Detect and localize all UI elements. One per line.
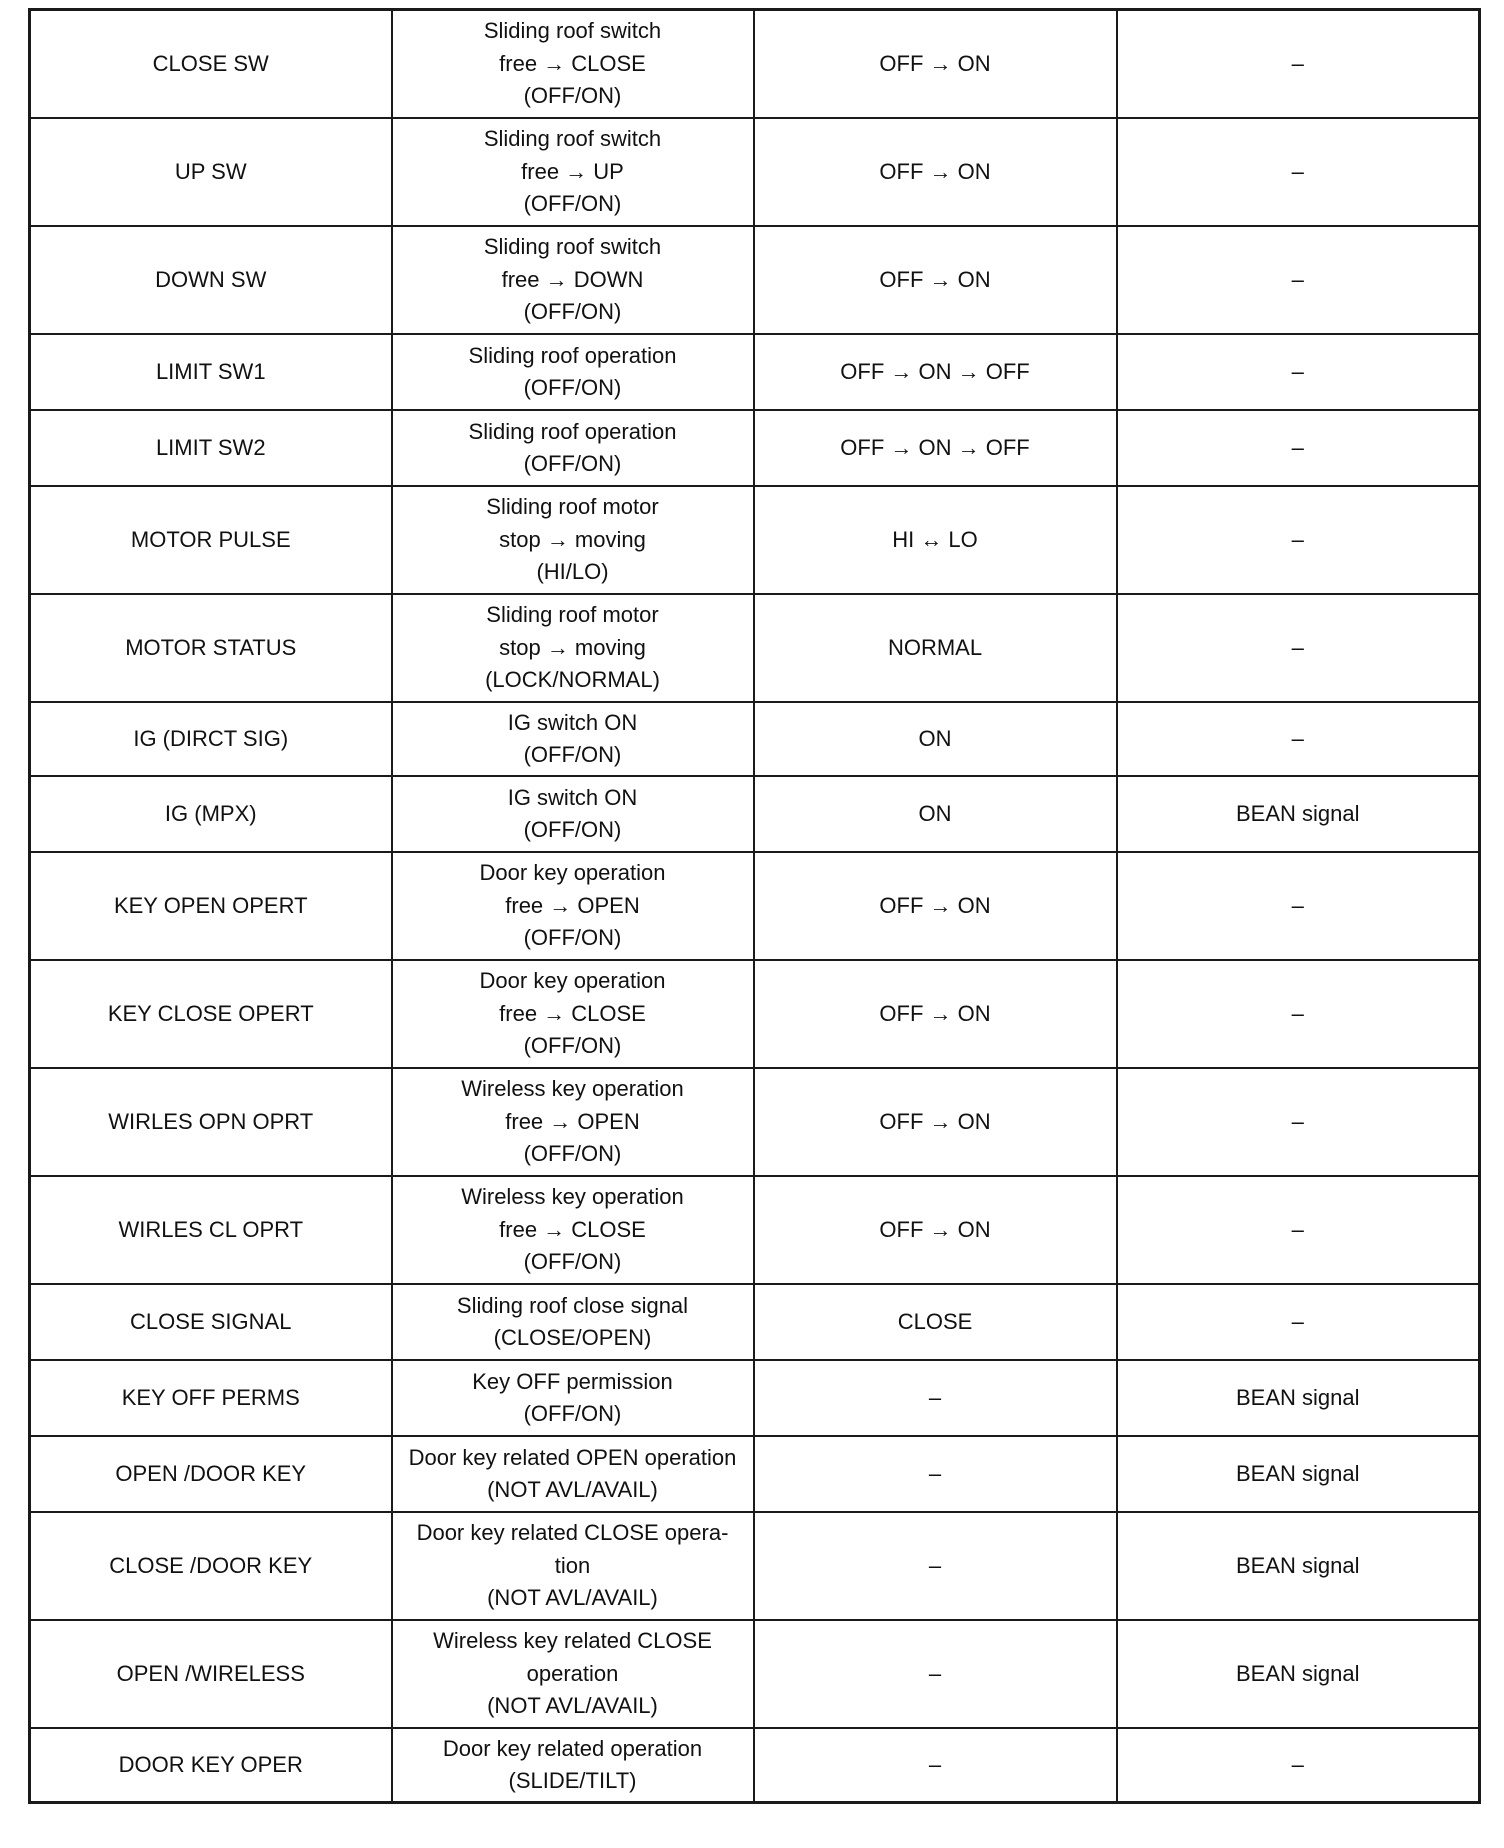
note-cell: –	[1117, 118, 1480, 226]
note-cell: –	[1117, 702, 1480, 776]
normal-condition-cell: OFF → ON	[754, 118, 1117, 226]
normal-condition-cell: OFF → ON	[754, 10, 1117, 119]
measurement-cell: Wireless key related CLOSE operation (NOT AVL/AVAIL)	[392, 1620, 754, 1728]
note-cell: –	[1117, 334, 1480, 410]
table-row	[30, 1360, 1480, 1436]
table-row	[30, 1620, 1480, 1728]
table-row	[30, 960, 1480, 1068]
table-row	[30, 594, 1480, 702]
normal-condition-cell: OFF → ON	[754, 1068, 1117, 1176]
normal-condition-cell: CLOSE	[754, 1284, 1117, 1360]
table-row	[30, 10, 1480, 119]
measurement-cell: Door key operation free → OPEN (OFF/ON)	[392, 852, 754, 960]
measurement-cell: Door key related CLOSE opera- tion (NOT AVL/AVAIL)	[392, 1512, 754, 1620]
measurement-cell: Sliding roof close signal (CLOSE/OPEN)	[392, 1284, 754, 1360]
normal-condition-cell: ON	[754, 776, 1117, 852]
item-cell: MOTOR STATUS	[30, 594, 392, 702]
normal-condition-cell: –	[754, 1436, 1117, 1512]
item-cell: CLOSE SW	[30, 10, 392, 119]
table-row	[30, 1284, 1480, 1360]
measurement-cell: IG switch ON (OFF/ON)	[392, 702, 754, 776]
data-list-table	[28, 8, 1481, 1804]
item-cell: LIMIT SW1	[30, 334, 392, 410]
item-cell: DOWN SW	[30, 226, 392, 334]
normal-condition-cell: –	[754, 1360, 1117, 1436]
table-row	[30, 226, 1480, 334]
measurement-cell: Sliding roof switch free → UP (OFF/ON)	[392, 118, 754, 226]
measurement-cell: IG switch ON (OFF/ON)	[392, 776, 754, 852]
note-cell: –	[1117, 226, 1480, 334]
normal-condition-cell: OFF → ON	[754, 226, 1117, 334]
measurement-cell: Sliding roof switch free → DOWN (OFF/ON)	[392, 226, 754, 334]
note-cell: –	[1117, 486, 1480, 594]
item-cell: IG (DIRCT SIG)	[30, 702, 392, 776]
normal-condition-cell: OFF → ON → OFF	[754, 410, 1117, 486]
measurement-cell: Wireless key operation free → CLOSE (OFF/ON)	[392, 1176, 754, 1284]
table-row	[30, 702, 1480, 776]
normal-condition-cell: HI ↔ LO	[754, 486, 1117, 594]
item-cell: IG (MPX)	[30, 776, 392, 852]
table-row	[30, 1512, 1480, 1620]
table-row	[30, 486, 1480, 594]
item-cell: MOTOR PULSE	[30, 486, 392, 594]
data-list-sheet	[28, 8, 1478, 1804]
note-cell: BEAN signal	[1117, 1360, 1480, 1436]
note-cell: –	[1117, 960, 1480, 1068]
table-row	[30, 1728, 1480, 1803]
measurement-cell: Door key related OPEN operation (NOT AVL/AVAIL)	[392, 1436, 754, 1512]
measurement-cell: Key OFF permission (OFF/ON)	[392, 1360, 754, 1436]
measurement-cell: Sliding roof operation (OFF/ON)	[392, 410, 754, 486]
normal-condition-cell: ON	[754, 702, 1117, 776]
table-row	[30, 1176, 1480, 1284]
note-cell: BEAN signal	[1117, 1620, 1480, 1728]
item-cell: WIRLES CL OPRT	[30, 1176, 392, 1284]
measurement-cell: Door key operation free → CLOSE (OFF/ON)	[392, 960, 754, 1068]
note-cell: –	[1117, 1068, 1480, 1176]
note-cell: –	[1117, 1176, 1480, 1284]
table-row	[30, 118, 1480, 226]
note-cell: BEAN signal	[1117, 776, 1480, 852]
measurement-cell: Sliding roof switch free → CLOSE (OFF/ON)	[392, 10, 754, 119]
table-row	[30, 1068, 1480, 1176]
note-cell: –	[1117, 1284, 1480, 1360]
item-cell: CLOSE /DOOR KEY	[30, 1512, 392, 1620]
note-cell: BEAN signal	[1117, 1436, 1480, 1512]
item-cell: KEY OFF PERMS	[30, 1360, 392, 1436]
measurement-cell: Wireless key operation free → OPEN (OFF/ON)	[392, 1068, 754, 1176]
note-cell: –	[1117, 852, 1480, 960]
note-cell: –	[1117, 10, 1480, 119]
normal-condition-cell: NORMAL	[754, 594, 1117, 702]
normal-condition-cell: –	[754, 1620, 1117, 1728]
normal-condition-cell: OFF → ON → OFF	[754, 334, 1117, 410]
table-row	[30, 410, 1480, 486]
measurement-cell: Sliding roof operation (OFF/ON)	[392, 334, 754, 410]
table-row	[30, 776, 1480, 852]
item-cell: OPEN /WIRELESS	[30, 1620, 392, 1728]
normal-condition-cell: –	[754, 1512, 1117, 1620]
table-row	[30, 334, 1480, 410]
note-cell: BEAN signal	[1117, 1512, 1480, 1620]
item-cell: KEY OPEN OPERT	[30, 852, 392, 960]
item-cell: WIRLES OPN OPRT	[30, 1068, 392, 1176]
table-row	[30, 1436, 1480, 1512]
measurement-cell: Door key related operation (SLIDE/TILT)	[392, 1728, 754, 1803]
item-cell: OPEN /DOOR KEY	[30, 1436, 392, 1512]
item-cell: LIMIT SW2	[30, 410, 392, 486]
normal-condition-cell: OFF → ON	[754, 852, 1117, 960]
note-cell: –	[1117, 1728, 1480, 1803]
measurement-cell: Sliding roof motor stop → moving (HI/LO)	[392, 486, 754, 594]
item-cell: UP SW	[30, 118, 392, 226]
normal-condition-cell: OFF → ON	[754, 1176, 1117, 1284]
normal-condition-cell: OFF → ON	[754, 960, 1117, 1068]
note-cell: –	[1117, 410, 1480, 486]
item-cell: CLOSE SIGNAL	[30, 1284, 392, 1360]
table-row	[30, 852, 1480, 960]
measurement-cell: Sliding roof motor stop → moving (LOCK/NORMAL)	[392, 594, 754, 702]
item-cell: KEY CLOSE OPERT	[30, 960, 392, 1068]
normal-condition-cell: –	[754, 1728, 1117, 1803]
item-cell: DOOR KEY OPER	[30, 1728, 392, 1803]
note-cell: –	[1117, 594, 1480, 702]
